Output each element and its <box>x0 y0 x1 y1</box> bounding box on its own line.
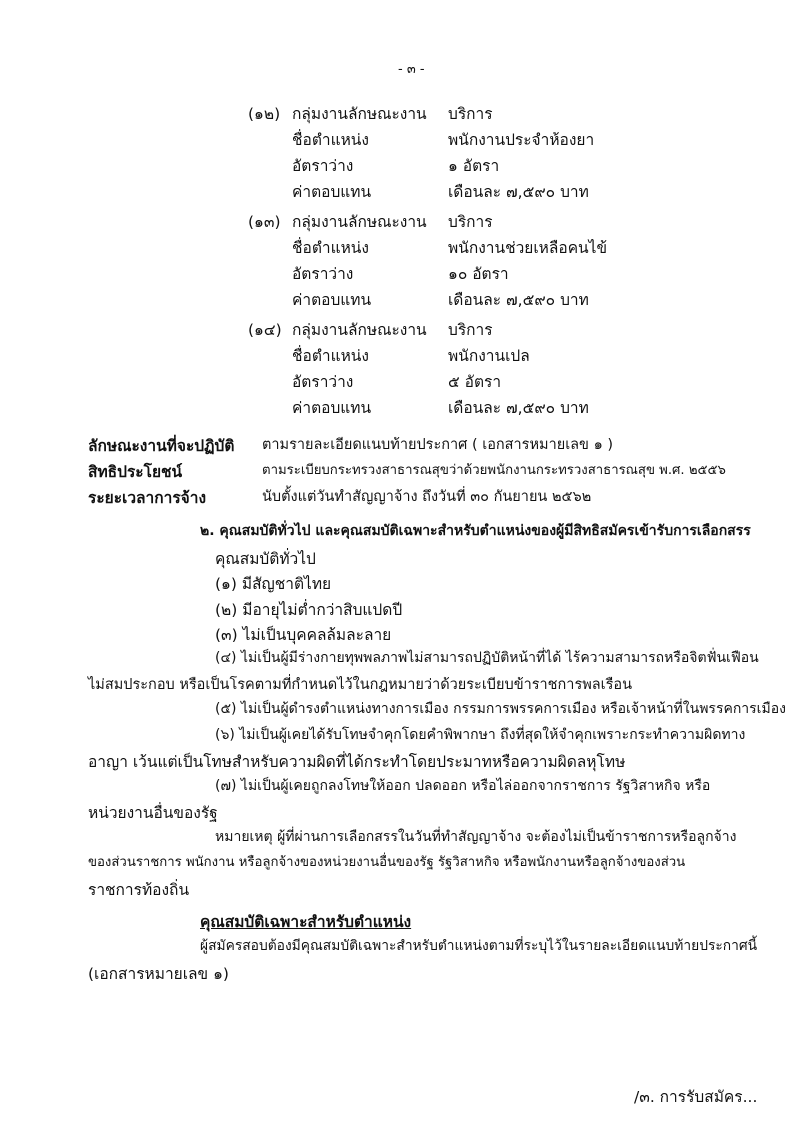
qualification-1: (๑) มีสัญชาติไทย <box>215 575 332 593</box>
specific-qualifications-line2: (เอกสารหมายเลข ๑) <box>88 965 229 983</box>
position-13-pay-value: เดือนละ ๗,๕๙๐ บาท <box>448 291 589 309</box>
position-13-vacancy-value: ๑๐ อัตรา <box>448 265 509 283</box>
position-14-group-label: กลุ่มงานลักษณะงาน <box>292 321 427 339</box>
position-12-vacancy-label: อัตราว่าง <box>292 157 354 175</box>
position-13-title-label: ชื่อตำแหน่ง <box>292 239 369 257</box>
position-14-number: (๑๔) <box>248 321 282 339</box>
continued-footer: /๓. การรับสมัคร... <box>634 1088 758 1106</box>
position-13-number: (๑๓) <box>248 213 281 231</box>
qualification-4-line1: (๔) ไม่เป็นผู้มีร่างกายทุพพลภาพไม่สามารถปฏิบัติหน้าที่ได้ ไร้ความสามารถหรือจิตฟั่นเฟือน <box>215 650 759 666</box>
employment-period-label: ระยะเวลาการจ้าง <box>88 489 207 507</box>
qualification-2: (๒) มีอายุไม่ต่ำกว่าสิบแปดปี <box>215 601 403 619</box>
position-12-group-label: กลุ่มงานลักษณะงาน <box>292 105 427 123</box>
position-14-title-label: ชื่อตำแหน่ง <box>292 347 369 365</box>
employment-period-value: นับตั้งแต่วันทำสัญญาจ้าง ถึงวันที่ ๓๐ กันยายน ๒๕๖๒ <box>262 489 592 505</box>
qualification-7-line2: หน่วยงานอื่นของรัฐ <box>88 804 218 822</box>
note-line2: ของส่วนราชการ พนักงาน หรือลูกจ้างของหน่วยงานอื่นของรัฐ รัฐวิสาหกิจ หรือพนักงานหรือลูกจ้างของส่วน <box>88 855 686 870</box>
specific-qualifications-line1: ผู้สมัครสอบต้องมีคุณสมบัติเฉพาะสำหรับตำแหน่งตามที่ระบุไว้ในรายละเอียดแนบท้ายประกาศนี้ <box>200 938 758 954</box>
specific-qualifications-heading: คุณสมบัติเฉพาะสำหรับตำแหน่ง <box>200 913 412 931</box>
job-description-label: ลักษณะงานที่จะปฏิบัติ <box>88 437 235 455</box>
position-14-group-value: บริการ <box>448 321 493 339</box>
qualification-6-line1: (๖) ไม่เป็นผู้เคยได้รับโทษจำคุกโดยคำพิพากษา ถึงที่สุดให้จำคุกเพราะกระทำความผิดทาง <box>215 727 746 743</box>
qualification-3: (๓) ไม่เป็นบุคคลล้มละลาย <box>215 626 392 644</box>
position-12-vacancy-value: ๑ อัตรา <box>448 157 500 175</box>
position-13-group-label: กลุ่มงานลักษณะงาน <box>292 213 427 231</box>
position-14-title-value: พนักงานเปล <box>448 347 530 365</box>
position-13-group-value: บริการ <box>448 213 493 231</box>
position-14-vacancy-label: อัตราว่าง <box>292 373 354 391</box>
position-12-group-value: บริการ <box>448 105 493 123</box>
qualification-4-line2: ไม่สมประกอบ หรือเป็นโรคตามที่กำหนดไว้ในกฎหมายว่าด้วยระเบียบข้าราชการพลเรือน <box>88 677 633 693</box>
note-line3: ราชการท้องถิ่น <box>88 881 190 899</box>
position-14-pay-value: เดือนละ ๗,๕๙๐ บาท <box>448 399 589 417</box>
position-14-vacancy-value: ๕ อัตรา <box>448 373 502 391</box>
section2-heading: ๒. คุณสมบัติทั่วไป และคุณสมบัติเฉพาะสำหรับตำแหน่งของผู้มีสิทธิสมัครเข้ารับการเลือกสรร <box>200 523 751 539</box>
job-description-value: ตามรายละเอียดแนบท้ายประกาศ ( เอกสารหมายเลข ๑ ) <box>262 437 614 453</box>
position-12-title-label: ชื่อตำแหน่ง <box>292 131 369 149</box>
page-number: - ๓ - <box>398 62 425 77</box>
position-13-vacancy-label: อัตราว่าง <box>292 265 354 283</box>
position-12-pay-label: ค่าตอบแทน <box>292 183 372 201</box>
qualification-5: (๕) ไม่เป็นผู้ดำรงตำแหน่งทางการเมือง กรรมการพรรคการเมือง หรือเจ้าหน้าที่ในพรรคการเมือง <box>215 701 786 717</box>
note-line1: หมายเหตุ ผู้ที่ผ่านการเลือกสรรในวันที่ทำสัญญาจ้าง จะต้องไม่เป็นข้าราชการหรือลูกจ้าง <box>215 829 737 845</box>
benefits-value: ตามระเบียบกระทรวงสาธารณสุขว่าด้วยพนักงานกระทรวงสาธารณสุข พ.ศ. ๒๕๕๖ <box>262 463 726 478</box>
position-13-pay-label: ค่าตอบแทน <box>292 291 372 309</box>
position-14-pay-label: ค่าตอบแทน <box>292 399 372 417</box>
position-12-title-value: พนักงานประจำห้องยา <box>448 131 595 149</box>
position-12-number: (๑๒) <box>248 105 281 123</box>
qualification-6-line2: อาญา เว้นแต่เป็นโทษสำหรับความผิดที่ได้กระทำโดยประมาทหรือความผิดลหุโทษ <box>88 753 626 771</box>
position-13-title-value: พนักงานช่วยเหลือคนไข้ <box>448 239 608 257</box>
position-12-pay-value: เดือนละ ๗,๕๙๐ บาท <box>448 183 589 201</box>
qualification-7-line1: (๗) ไม่เป็นผู้เคยถูกลงโทษให้ออก ปลดออก หรือไล่ออกจากราชการ รัฐวิสาหกิจ หรือ <box>215 778 711 794</box>
general-qualifications-heading: คุณสมบัติทั่วไป <box>215 550 316 568</box>
benefits-label: สิทธิประโยชน์ <box>88 463 183 481</box>
